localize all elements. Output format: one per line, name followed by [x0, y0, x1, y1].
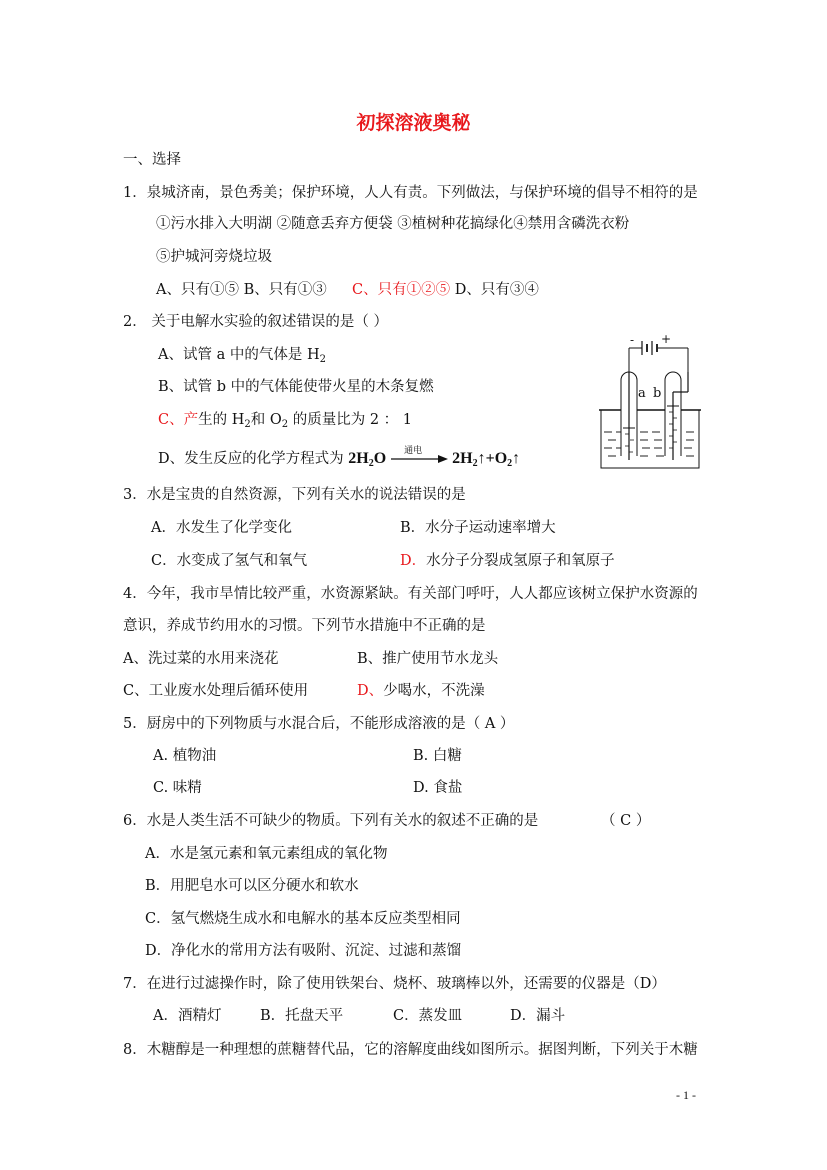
diagram-label-plus: + — [661, 332, 672, 346]
question-3-stem: 3．水是宝贵的自然资源，下列有关水的说法错误的是 — [123, 487, 466, 503]
question-4-stem-line-1: 4．今年，我市旱情比较严重，水资源紧缺。有关部门呼吁，人人都应该树立保护水资源的 — [123, 586, 698, 602]
electrolysis-apparatus-diagram — [596, 332, 706, 472]
q5-option-c: C. 味精 — [153, 780, 202, 796]
q2-option-b: B、试管 b 中的气体能使带火星的木条复燃 — [158, 379, 434, 395]
question-6-answer: （ C ） — [601, 813, 651, 829]
question-1-stem: 1．泉城济南，景色秀美；保护环境，人人有责。下列做法，与保护环境的倡导不相符的是 — [123, 185, 698, 201]
question-1-options — [156, 280, 539, 300]
q2-option-c: C、产生的 $H_2$和 $O_2$ 的质量比为 2 ： 1 — [158, 412, 413, 430]
q2-option-d: D、发生反应的化学方程式为 $2H_2O$ 通电 $2H_2↑+O_2↑$ — [158, 449, 520, 474]
q3-option-c: C．水变成了氢气和氧气 — [151, 553, 308, 569]
q3-option-d: D．水分子分裂成氢原子和氧原子 — [400, 553, 615, 569]
q4-option-c: C、工业废水处理后循环使用 — [123, 683, 309, 699]
q4-option-b: B、推广使用节水龙头 — [357, 651, 499, 667]
diagram-label-a: a — [638, 386, 646, 401]
q6-option-d: D．净化水的常用方法有吸附、沉淀、过滤和蒸馏 — [145, 943, 462, 959]
q6-option-c: C．氢气燃烧生成水和电解水的基本反应类型相同 — [145, 911, 461, 927]
q6-option-a: A．水是氢元素和氧元素组成的氧化物 — [145, 846, 388, 862]
q2-option-a: A、试管 a 中的气体是 $H_2$ — [158, 347, 326, 365]
question-5-stem: 5．厨房中的下列物质与水混合后，不能形成溶液的是（ A ） — [123, 716, 515, 732]
q4-option-d: D、少喝水，不洗澡 — [357, 683, 485, 699]
question-7-stem: 7．在进行过滤操作时，除了使用铁架台、烧杯、玻璃棒以外，还需要的仪器是（D） — [123, 976, 666, 992]
q4-option-a: A、洗过菜的水用来浇花 — [123, 651, 279, 667]
chemical-equation: $2H_2O$ 通电 $2H_2↑+O_2↑$ — [348, 450, 520, 467]
q7-option-a: A．酒精灯 — [153, 1008, 222, 1024]
q1-option-b: B、只有①③ — [243, 282, 327, 298]
section-heading: 一、选择 — [123, 152, 181, 168]
question-1-items-line-2: ⑤护城河旁烧垃圾 — [156, 249, 272, 265]
question-8-stem: 8．木糖醇是一种理想的蔗糖替代品，它的溶解度曲线如图所示。据图判断，下列关于木糖 — [123, 1042, 698, 1058]
diagram-label-minus: - — [630, 333, 635, 347]
q3-option-a: A．水发生了化学变化 — [151, 520, 292, 536]
q1-option-a: A、只有①⑤ — [156, 282, 239, 298]
question-4-stem-line-2: 意识，养成节约用水的习惯。下列节水措施中不正确的是 — [123, 618, 486, 634]
q7-option-d: D．漏斗 — [510, 1008, 566, 1024]
question-1-items-line-1: ①污水排入大明湖 ②随意丢弃方便袋 ③植树种花搞绿化④禁用含磷洗衣粉 — [156, 216, 630, 232]
page-number: - 1 - — [676, 1088, 696, 1102]
reaction-condition: 通电 — [404, 445, 423, 456]
q6-option-b: B．用肥皂水可以区分硬水和软水 — [145, 878, 359, 894]
q5-option-b: B. 白糖 — [413, 748, 462, 764]
q5-option-d: D. 食盐 — [413, 780, 463, 796]
q7-option-b: B．托盘天平 — [260, 1008, 344, 1024]
q1-option-c: C、只有①②⑤ — [351, 282, 451, 298]
page-title: 初探溶液奥秘 — [356, 112, 471, 134]
reaction-arrow — [390, 452, 448, 466]
q3-option-b: B．水分子运动速率增大 — [400, 520, 556, 536]
q7-option-c: C．蒸发皿 — [393, 1008, 463, 1024]
q5-option-a: A. 植物油 — [153, 748, 217, 764]
question-2-stem: 2． 关于电解水实验的叙述错误的是（ ） — [123, 314, 388, 330]
diagram-label-b: b — [653, 386, 662, 401]
q1-option-d: D、只有③④ — [454, 282, 539, 298]
question-6-stem: 6．水是人类生活不可缺少的物质。下列有关水的叙述不正确的是 — [123, 813, 539, 829]
